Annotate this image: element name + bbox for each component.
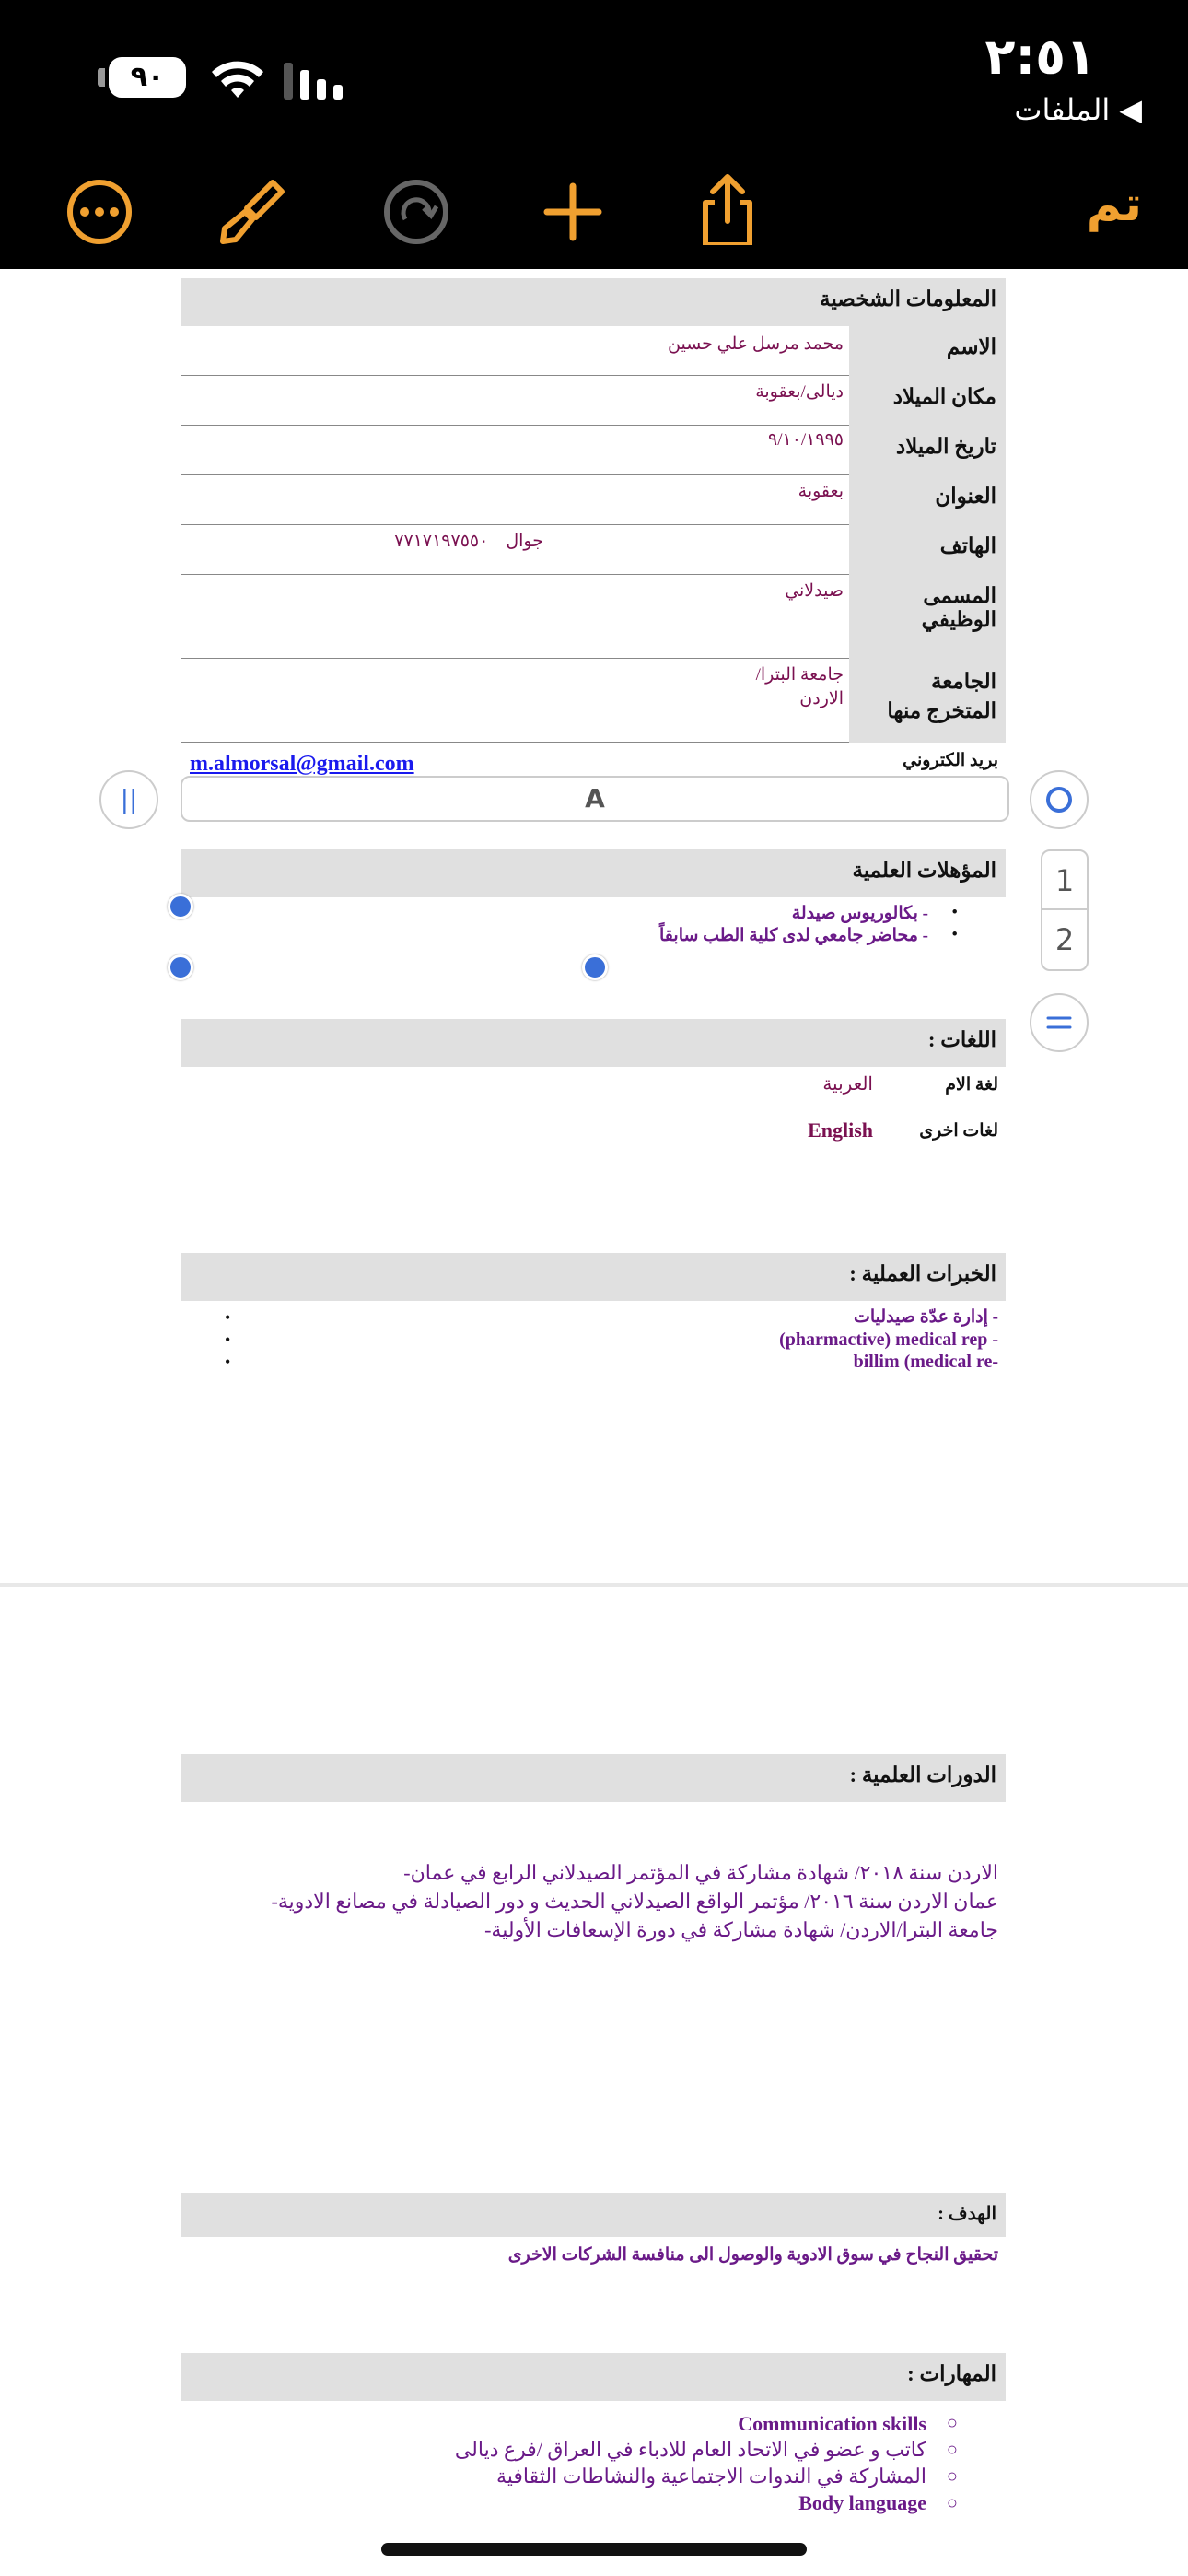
drag-handle-button[interactable]: || xyxy=(99,770,158,829)
circle-bullets: ○ ○ ○ ○ xyxy=(946,2413,958,2513)
skill-item: Body language xyxy=(798,2491,926,2514)
other-languages-value: English xyxy=(808,1118,873,1142)
wifi-icon xyxy=(210,61,265,101)
languages-title: اللغات : xyxy=(927,1028,996,1051)
cellular-signal-icon xyxy=(282,61,346,101)
courses-title: الدورات العلمية : xyxy=(849,1763,996,1786)
skills-title: المهارات : xyxy=(907,2362,996,2385)
row-divider xyxy=(181,474,849,475)
plus-icon[interactable] xyxy=(536,175,610,249)
phone-value: جوال ٧٧١٧١٩٧٥٥٠ xyxy=(394,532,543,551)
experience-item: billim (medical re- xyxy=(853,1352,998,1372)
address-label: العنوان xyxy=(935,485,996,508)
page-break xyxy=(0,1583,1188,1587)
lines-button[interactable] xyxy=(1030,993,1089,1052)
name-value: محمد مرسل علي حسين xyxy=(668,334,844,354)
experience-title: الخبرات العملية : xyxy=(849,1262,996,1285)
qualification-item: - محاضر جامعي لدى كلية الطب سابقاً xyxy=(659,926,928,945)
goal-text: تحقيق النجاح في سوق الادوية والوصول الى منافسة الشركات الاخرى xyxy=(507,2245,998,2265)
course-item: جامعة البترا/الاردن/ شهادة مشاركة في دورة الإسعافات الأولية- xyxy=(484,1918,998,1941)
skill-item: Communication skills xyxy=(738,2412,926,2435)
row-divider xyxy=(181,658,849,659)
circle-icon xyxy=(1031,772,1087,827)
qualifications-header xyxy=(181,849,1006,897)
languages-header xyxy=(181,1019,1006,1067)
name-label: الاسم xyxy=(946,335,996,358)
experience-item: (pharmactive) medical rep - xyxy=(779,1329,998,1350)
experience-header xyxy=(181,1253,1006,1301)
goal-header xyxy=(181,2193,1006,2237)
equal-lines-icon xyxy=(1031,995,1087,1050)
personal-info-header xyxy=(181,278,1006,326)
circle-button[interactable] xyxy=(1030,770,1089,829)
email-label: بريد الكتروني xyxy=(903,751,998,770)
courses-header xyxy=(181,1754,1006,1802)
qualification-item: - بكالوريوس صيدلة xyxy=(791,904,928,923)
row-divider xyxy=(181,425,849,426)
skill-item: المشاركة في الندوات الاجتماعية والنشاطات الثقافية xyxy=(495,2465,926,2488)
job-title-value: صيدلاني xyxy=(785,581,844,601)
course-item: الاردن سنة ٢٠١٨/ شهادة مشاركة في المؤتمر الصيدلاني الرابع في عمان- xyxy=(403,1861,998,1884)
address-value: بعقوبة xyxy=(798,482,844,501)
ellipsis-circle-icon[interactable] xyxy=(63,175,136,249)
page-2-button[interactable]: 2 xyxy=(1054,922,1075,957)
done-button[interactable]: تم xyxy=(1086,177,1142,232)
back-to-files-link[interactable]: ◀ الملفات xyxy=(1014,92,1142,127)
row-divider xyxy=(181,524,849,525)
email-link[interactable]: m.almorsal@gmail.com xyxy=(190,752,414,776)
birthdate-label: تاريخ الميلاد xyxy=(895,435,996,458)
course-item: عمان الاردن سنة ٢٠١٦/ مؤتمر الواقع الصيدلاني الحديث و دور الصيادلة في مصانع الادوية- xyxy=(271,1890,998,1913)
birthplace-label: مكان الميلاد xyxy=(892,385,996,408)
page-1-button[interactable]: 1 xyxy=(1042,851,1087,910)
share-icon[interactable] xyxy=(691,171,764,245)
birthdate-value: ٩/١٠/١٩٩٥ xyxy=(768,430,844,450)
university-value: جامعة البترا/ الاردن xyxy=(755,665,844,708)
bullet: • xyxy=(951,903,958,922)
home-indicator[interactable] xyxy=(381,2543,807,2556)
row-divider xyxy=(181,574,849,575)
other-languages-label: لغات اخرى xyxy=(919,1121,998,1141)
skill-item: كاتب و عضو في الاتحاد العام للادباء في العراق /فرع ديالى xyxy=(454,2438,926,2461)
goal-title: الهدف : xyxy=(938,2204,996,2224)
selection-handle[interactable] xyxy=(582,954,608,980)
mother-tongue-value: العربية xyxy=(822,1074,873,1095)
qualifications-title: المؤهلات العلمية xyxy=(852,859,996,882)
phone-label: الهاتف xyxy=(939,534,996,557)
birthplace-value: ديالى/بعقوبة xyxy=(755,382,844,402)
bullet: • xyxy=(951,925,958,944)
selection-handle[interactable] xyxy=(168,954,193,980)
skills-header xyxy=(181,2353,1006,2401)
status-time: ٢:٥١ xyxy=(984,28,1096,86)
experience-item: - إدارة عدّة صيدليات xyxy=(853,1307,998,1327)
personal-info-title: المعلومات الشخصية xyxy=(820,287,996,310)
selection-handle[interactable] xyxy=(168,894,193,919)
battery-icon: ٩٠ xyxy=(109,57,186,98)
page-picker[interactable] xyxy=(1041,849,1089,971)
battery-cap xyxy=(98,68,105,87)
university-label: الجامعة المتخرج منها xyxy=(887,670,996,722)
redo-icon[interactable] xyxy=(379,175,453,249)
row-divider xyxy=(181,742,849,743)
bullet-list: • • • xyxy=(225,1308,231,1371)
text-format-bar[interactable]: A xyxy=(181,776,1009,822)
job-title-label: المسمى الوظيفي xyxy=(921,584,996,631)
row-divider xyxy=(181,375,849,376)
paintbrush-icon[interactable] xyxy=(215,175,289,249)
mother-tongue-label: لغة الام xyxy=(945,1075,998,1095)
